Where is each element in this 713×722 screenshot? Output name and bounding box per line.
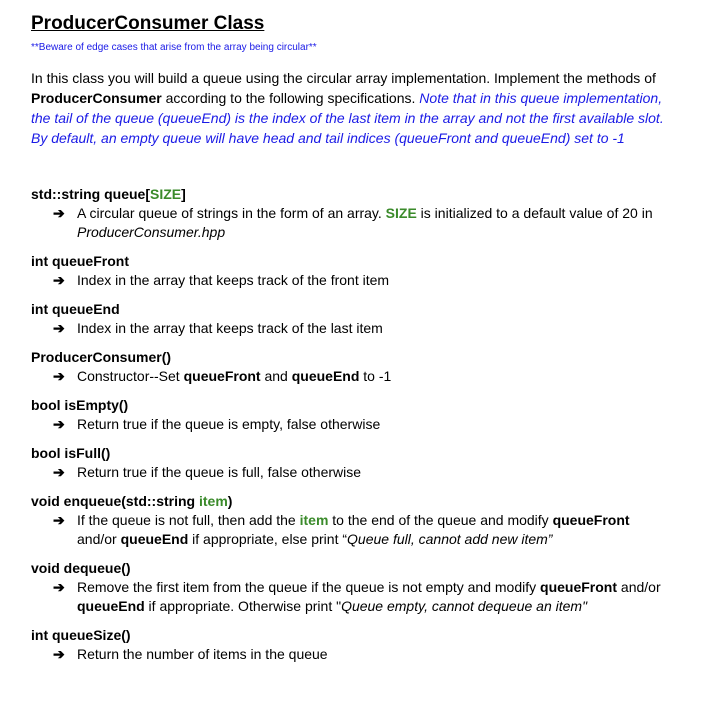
member-description (31, 204, 681, 242)
desc-part: A circular queue of strings in the form of an array. (77, 205, 386, 221)
description-text: Return the number of items in the queue (77, 646, 328, 662)
desc-part: and/or (77, 531, 121, 547)
member-description (31, 511, 681, 549)
description-text (77, 367, 662, 386)
member-signature (31, 185, 681, 204)
member-signature: int queueFront (31, 253, 129, 269)
desc-message: Queue full, cannot add new item” (347, 531, 553, 547)
desc-bold: queueEnd (291, 368, 360, 384)
sig-prefix: void enqueue(std::string (31, 493, 199, 509)
arrow-bullet-icon: ➔ (53, 512, 65, 528)
desc-bold: queueFront (552, 512, 630, 528)
description-text: Return true if the queue is empty, false otherwise (77, 416, 381, 432)
member-signature (31, 492, 681, 511)
desc-bold: queueFront (540, 579, 618, 595)
member-enqueue (31, 492, 681, 549)
sig-prefix: std::string queue[ (31, 186, 150, 202)
member-queue-size (31, 626, 681, 664)
member-is-full (31, 444, 681, 482)
desc-part: If the queue is not full, then add the (77, 512, 300, 528)
arrow-bullet-icon: ➔ (53, 205, 65, 221)
description-text: Index in the array that keeps track of the last item (77, 320, 383, 336)
sig-suffix: ] (181, 186, 186, 202)
desc-item-highlight: item (299, 512, 329, 528)
intro-note: Note that in this queue implementation, the tail of the queue (queueEnd) is the index of the last item in the array and not the first available slot. By default, an empty queue will have head and tail indices (queueFront and queueEnd) set to -1 (31, 90, 664, 146)
desc-part: and/or (617, 579, 661, 595)
member-signature: void dequeue() (31, 560, 131, 576)
member-description (31, 463, 681, 482)
page-title: ProducerConsumer Class (31, 13, 265, 34)
desc-part: to -1 (359, 368, 392, 384)
description-text: Return true if the queue is full, false otherwise (77, 464, 362, 480)
member-description (31, 319, 681, 338)
arrow-bullet-icon: ➔ (53, 646, 65, 662)
member-is-empty (31, 396, 681, 434)
description-text: Index in the array that keeps track of the front item (77, 272, 390, 288)
sig-suffix: ) (227, 493, 233, 509)
member-signature: int queueSize() (31, 627, 131, 643)
sig-size-highlight: SIZE (150, 186, 182, 202)
member-description (31, 271, 681, 290)
intro-class-name: ProducerConsumer (31, 90, 162, 106)
sig-item-highlight: item (199, 493, 228, 509)
intro-paragraph (31, 68, 671, 148)
desc-size-highlight: SIZE (385, 205, 417, 221)
desc-part: if appropriate. Otherwise print " (144, 598, 342, 614)
member-queue (31, 185, 681, 242)
member-description (31, 578, 681, 616)
member-queue-front (31, 252, 681, 290)
arrow-bullet-icon: ➔ (53, 416, 65, 432)
desc-bold: queueEnd (120, 531, 189, 547)
arrow-bullet-icon: ➔ (53, 368, 65, 384)
intro-text-1: In this class you will build a queue using the circular array implementation. Implement the methods of (31, 70, 656, 86)
member-signature: int queueEnd (31, 301, 120, 317)
intro-text-2: according to the following specifications. (161, 90, 420, 106)
member-signature: bool isEmpty() (31, 397, 129, 413)
member-signature: ProducerConsumer() (31, 349, 172, 365)
member-description (31, 645, 681, 664)
circular-warning: **Beware of edge cases that arise from the array being circular** (31, 42, 317, 53)
desc-part: if appropriate, else print “ (188, 531, 348, 547)
desc-part: Remove the first item from the queue if the queue is not empty and modify (77, 579, 541, 595)
arrow-bullet-icon: ➔ (53, 464, 65, 480)
member-dequeue (31, 559, 681, 616)
member-constructor (31, 348, 681, 386)
member-description (31, 415, 681, 434)
member-signature: bool isFull() (31, 445, 111, 461)
description-text (77, 204, 662, 242)
arrow-bullet-icon: ➔ (53, 320, 65, 336)
member-description (31, 367, 681, 386)
desc-message: Queue empty, cannot dequeue an item" (341, 598, 588, 614)
arrow-bullet-icon: ➔ (53, 579, 65, 595)
member-list (31, 185, 681, 674)
desc-bold: queueEnd (77, 598, 145, 614)
desc-part: is initialized to a default value of 20 in (416, 205, 653, 221)
member-queue-end (31, 300, 681, 338)
desc-part: and (260, 368, 292, 384)
description-text (77, 578, 662, 616)
desc-bold: queueFront (183, 368, 261, 384)
description-text (77, 511, 662, 549)
desc-part: to the end of the queue and modify (328, 512, 553, 528)
desc-filename: ProducerConsumer.hpp (77, 224, 226, 240)
arrow-bullet-icon: ➔ (53, 272, 65, 288)
desc-part: Constructor--Set (77, 368, 184, 384)
